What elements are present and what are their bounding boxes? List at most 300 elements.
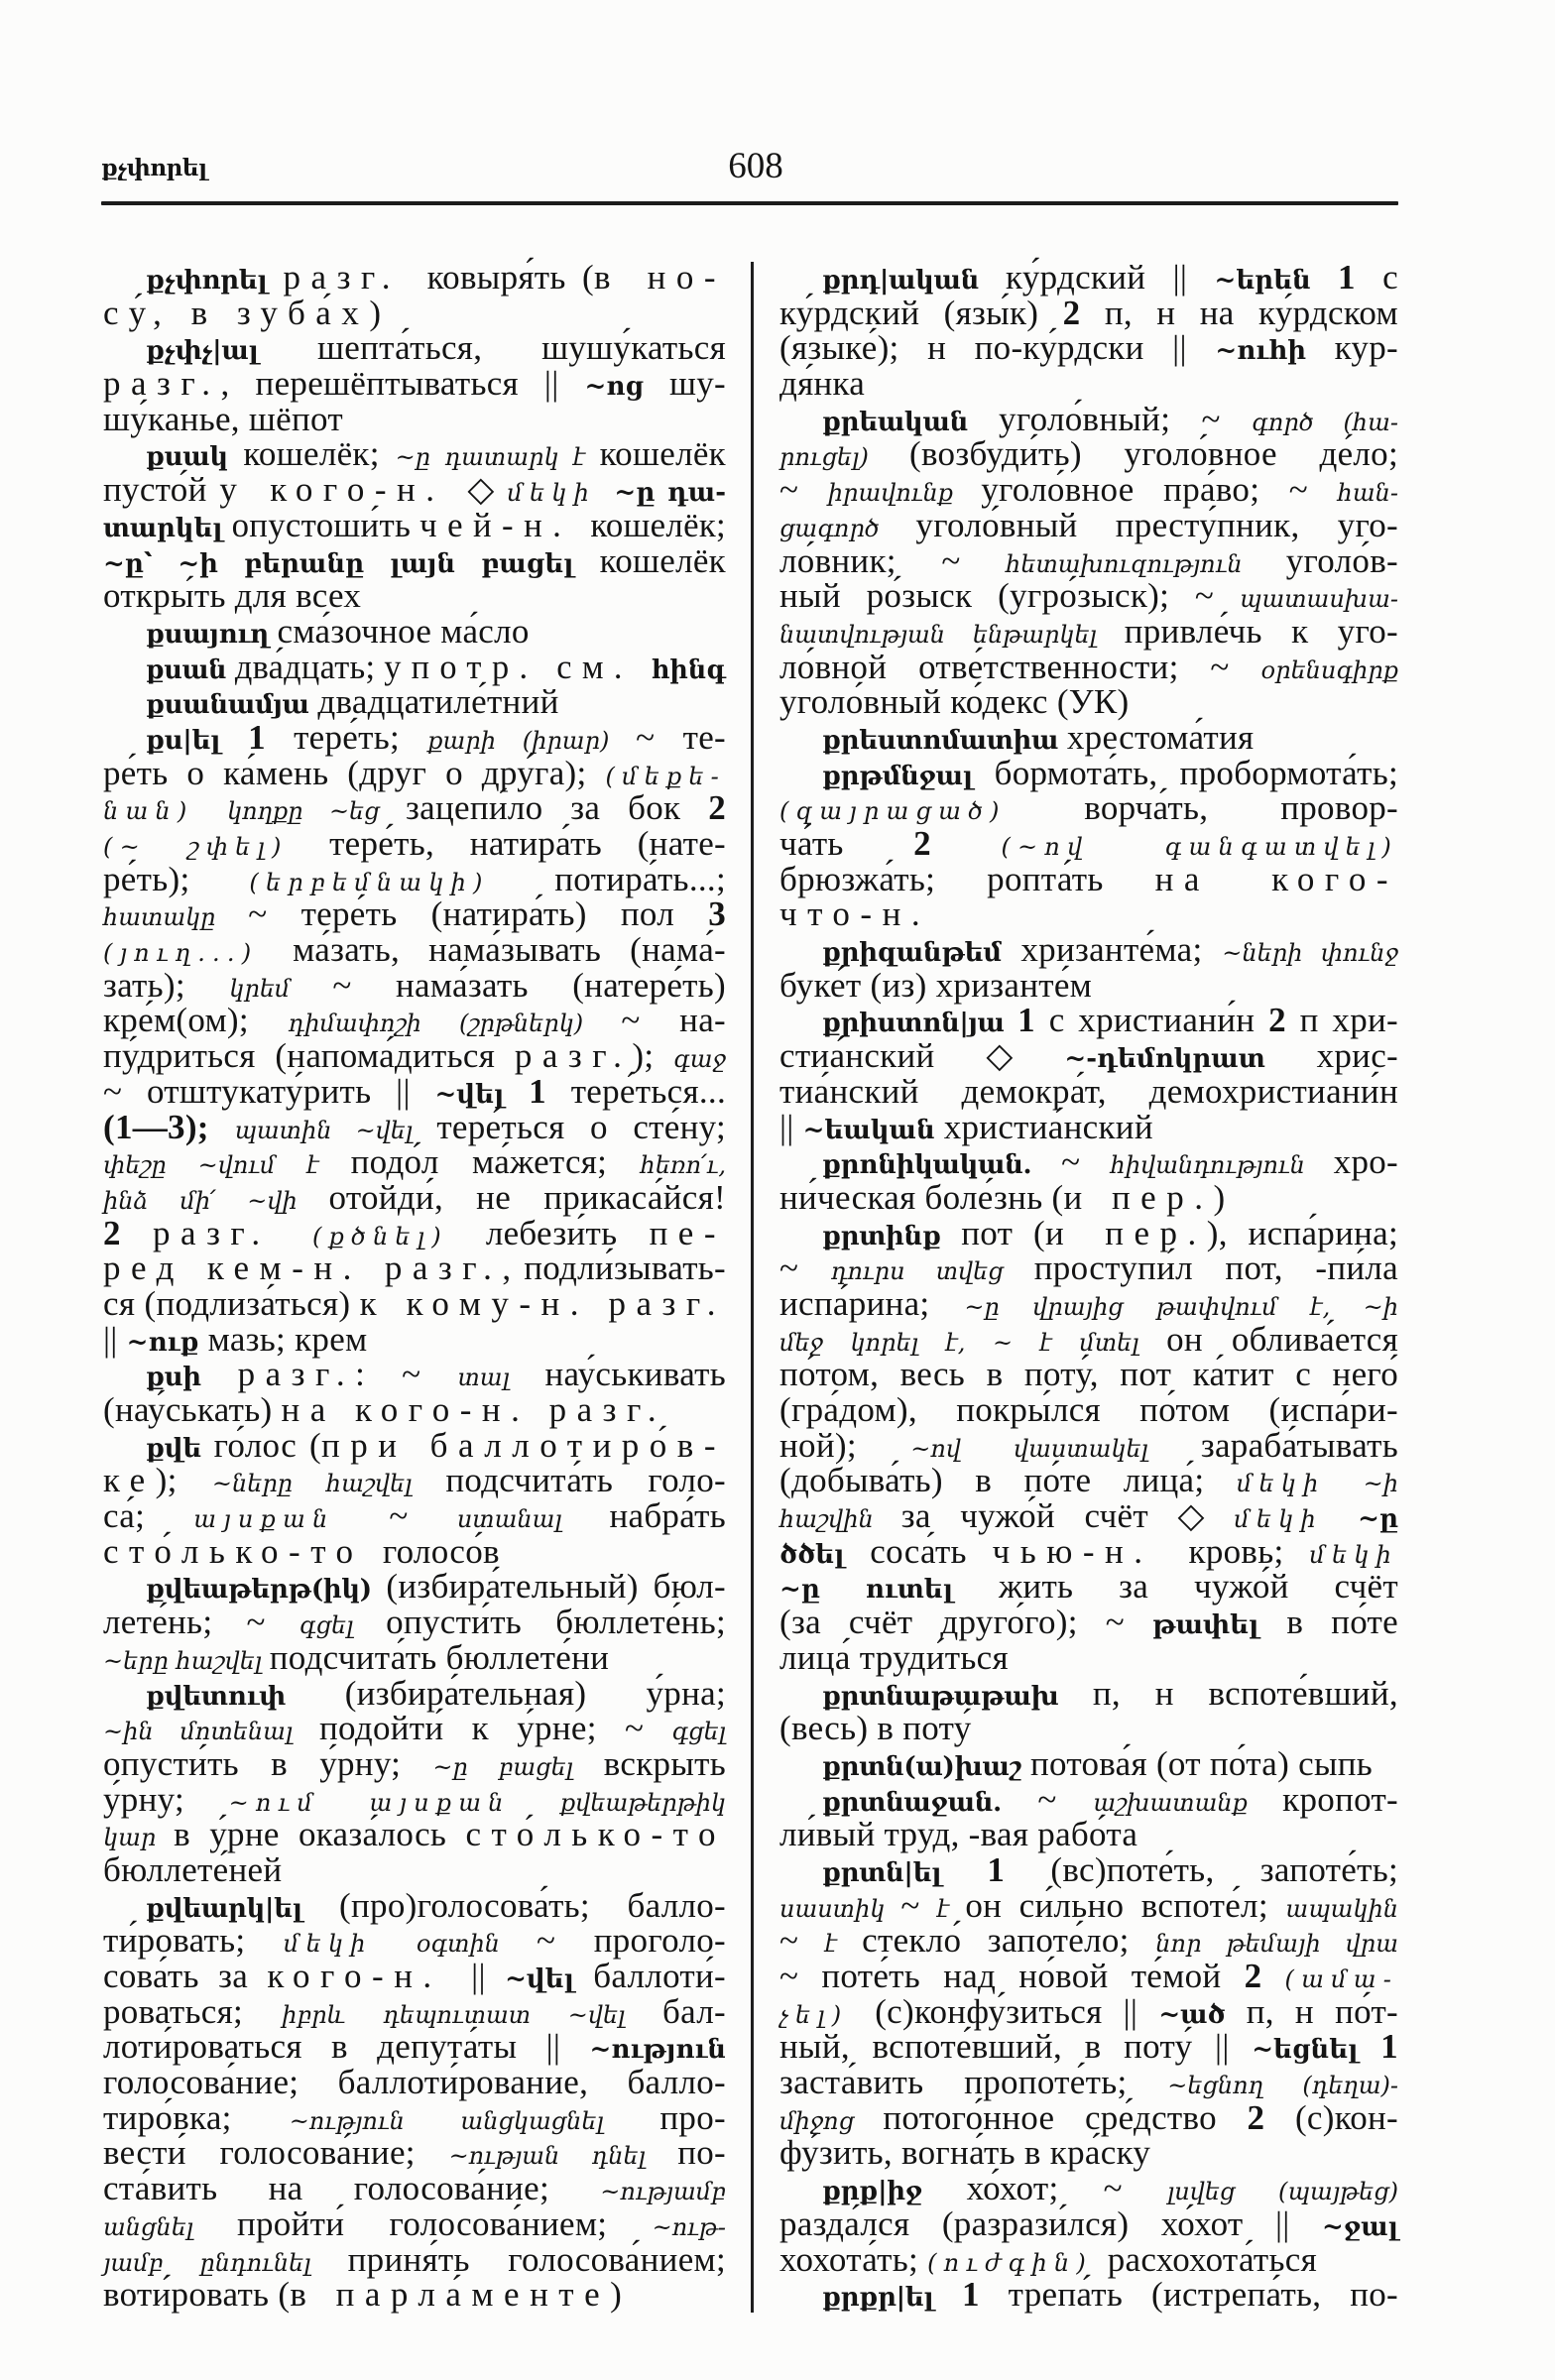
entry-line: [103, 611, 726, 651]
armenian-example: ցագործ: [779, 514, 916, 542]
derived-form: ~եցնել: [1252, 2035, 1381, 2066]
header-rule: [101, 201, 1398, 205]
translation-text: ма́зать, нама́зывать (нама́-: [293, 930, 726, 970]
entry-line: [103, 1779, 726, 1819]
translation-text: с христиани́н: [1048, 1001, 1269, 1040]
translation-text: потого́нное сре́дство: [883, 2097, 1248, 2137]
translation-text: пот (: [961, 1213, 1045, 1252]
armenian-example: աշխատանք: [1093, 1788, 1283, 1817]
armenian-example: նատվության ենթարկել: [779, 620, 1125, 649]
armenian-example: փեշը ~վում է: [103, 1151, 351, 1180]
translation-text: тиа́нский демокра́т, демохристиани́н: [779, 1071, 1398, 1111]
translation-text: тере́ться о сте́ну;: [436, 1107, 727, 1146]
armenian-example: ~ություն անցկացնել: [289, 2106, 660, 2135]
translation-text: ни́ческая боле́знь (: [779, 1177, 1064, 1217]
line-text: [779, 965, 1093, 1005]
entry-line: [103, 790, 726, 826]
armenian-example: ~երը հաշվել: [103, 1646, 270, 1675]
sense-number: 1: [987, 1849, 1051, 1889]
armenian-example: ~ները հաշվել: [211, 1470, 446, 1498]
headword: քրտնաթաթախ: [822, 1681, 1093, 1712]
translation-text: воти́ровать (: [103, 2275, 291, 2315]
translation-text: ~: [779, 470, 828, 510]
entry-line: [103, 1392, 726, 1428]
translation-text: ~: [1061, 1142, 1111, 1182]
armenian-example: ~ի: [1363, 1470, 1398, 1498]
translation-text: ~ тере́ть (натира́ть) пол: [248, 894, 709, 934]
sense-number: 1: [1017, 1001, 1049, 1040]
entry-line: [779, 1531, 1398, 1571]
translation-text: п, н вспоте́вший,: [1092, 1673, 1398, 1713]
dictionary-entry: [779, 1003, 1398, 1144]
armenian-example: դուրս տվեց: [830, 1257, 1034, 1286]
translation-text: шепта́ться, шушу́каться: [317, 328, 726, 368]
translation-text: хохота́ть;: [779, 2239, 928, 2279]
armenian-example: մեկի: [507, 479, 615, 508]
entry-line: [779, 436, 1398, 472]
translation-text: п хри-: [1299, 1001, 1398, 1040]
entry-line: [103, 472, 726, 508]
entry-line: [103, 684, 726, 720]
usage-label: на кого-: [1154, 859, 1398, 898]
translation-text: голосова́ние; баллоти́рование, балло-: [103, 2063, 726, 2102]
translation-text: по́том, весь в поту́, пот ка́тит с него́: [779, 1355, 1398, 1394]
armenian-example: ~ում այսքան: [228, 1788, 560, 1817]
armenian-example: հիվանդություն: [1110, 1151, 1334, 1180]
translation-text: ча́ть: [779, 824, 914, 863]
armenian-example: (յուղ...): [103, 939, 294, 968]
usage-label: сто́лько-то: [465, 1815, 726, 1854]
usage-label: чью-н.: [992, 1531, 1189, 1571]
derived-form: ~ուք: [126, 1327, 208, 1358]
translation-text: испа́рина;: [779, 1283, 965, 1323]
dictionary-entry: [103, 1357, 726, 1427]
translation-text: мазь; крем: [207, 1319, 368, 1359]
running-head: քչփորել: [101, 155, 207, 181]
sense-number: 2: [1268, 1001, 1300, 1040]
entry-line: [103, 1531, 726, 1571]
armenian-example: յամբ ընդունել: [103, 2248, 348, 2277]
translation-text: фу́зить, вогна́ть в кра́ску: [779, 2133, 1151, 2173]
sense-number: 2: [1247, 2097, 1295, 2137]
dictionary-entry: [779, 1673, 1398, 1748]
entry-line: [103, 717, 726, 757]
headword: քրք|իջ: [822, 2177, 967, 2207]
sense-number: 1: [1338, 258, 1383, 297]
entry-line: [779, 684, 1398, 720]
translation-text: ный ро́зыск (угро́зыск); ~: [779, 576, 1240, 616]
entry-line: [779, 1923, 1398, 1959]
armenian-example: հեռո՛ւ,: [640, 1151, 726, 1180]
translation-text: по-: [677, 2133, 726, 2173]
armenian-example: գործ (հա-: [1252, 408, 1398, 436]
translation-text: уголо́вное пра́во; ~: [981, 470, 1338, 510]
entry-line: [779, 1779, 1398, 1819]
entry-line: [779, 293, 1398, 332]
entry-line: [103, 1498, 726, 1534]
derived-form: ~ուհի: [1215, 336, 1335, 367]
entry-line: [103, 1849, 726, 1889]
translation-text: потира́ть...;: [554, 859, 726, 898]
translation-text: пу́дриться (напома́диться: [103, 1036, 515, 1076]
entry-line: [103, 2171, 726, 2206]
usage-label: разг.: [514, 1036, 633, 1076]
translation-text: уголо́вный ко́декс (УК): [779, 682, 1130, 722]
armenian-example: հաշվին: [779, 1505, 901, 1534]
armenian-example: ստանալ: [456, 1505, 610, 1534]
entry-line: [103, 578, 726, 614]
translation-text: вести́ голосова́ние;: [103, 2133, 449, 2173]
sense-number: 1: [1380, 2027, 1398, 2067]
entry-line: [779, 932, 1398, 968]
translation-text: (нау́ськать): [103, 1390, 282, 1429]
translation-text: лете́нь; ~: [103, 1603, 299, 1642]
headword: քսի: [146, 1363, 238, 1393]
armenian-example: այսքան: [193, 1505, 390, 1534]
entry-line: [103, 826, 726, 862]
translation-text: (весь) в поту́: [779, 1709, 972, 1748]
entry-line: [103, 293, 726, 332]
dictionary-entry: [103, 260, 726, 330]
line-text: [779, 896, 930, 932]
translation-text: ~: [1037, 1779, 1094, 1819]
dictionary-entry: [103, 611, 726, 651]
page-number: 608: [728, 146, 783, 186]
entry-line: [103, 2097, 726, 2137]
armenian-example: (քծնել): [312, 1222, 486, 1250]
dictionary-entry: [779, 717, 1398, 757]
dictionary-entry: [103, 1425, 727, 1571]
left-column: [103, 260, 726, 2313]
translation-text: соса́ть: [870, 1531, 993, 1571]
entry-line: [103, 2277, 726, 2313]
entry-line: [779, 896, 1398, 932]
translation-text: (избира́тельная) у́рна;: [344, 1673, 726, 1713]
entry-line: [779, 1283, 1399, 1323]
translation-text: (возбуди́ть) уголо́вное де́ло;: [909, 434, 1398, 474]
sense-number: 2: [1244, 1957, 1285, 1995]
entry-line: [779, 1743, 1398, 1783]
armenian-example: կար: [103, 1824, 175, 1852]
translation-text: сма́зочное ма́сло: [277, 611, 530, 651]
translation-text: зацепи́ло за бок: [406, 788, 709, 828]
armenian-example: մեկի: [1234, 1505, 1359, 1534]
translation-text: п, н на ку́рдском: [1104, 293, 1398, 332]
translation-text: ~ на-: [621, 1001, 726, 1040]
entry-line: [779, 611, 1398, 651]
translation-text: подойти́ к у́рне; ~: [319, 1709, 672, 1748]
entry-line: [103, 1107, 727, 1146]
dictionary-entry: [779, 399, 1398, 722]
translation-text: (с)кон-: [1294, 2097, 1399, 2137]
translation-text: опусти́ть бюллете́нь;: [386, 1603, 727, 1642]
entry-line: [779, 1673, 1398, 1713]
usage-label: ке: [103, 1461, 156, 1500]
headword: քրտինք: [822, 1221, 962, 1251]
headword: քրդ|ական: [822, 266, 1007, 296]
entry-line: [779, 1144, 1398, 1180]
derived-form: ծծել: [779, 1539, 871, 1570]
sense-number: (1—3);: [103, 1107, 235, 1146]
entry-line: [779, 2135, 1398, 2171]
translation-text: хро-: [1333, 1142, 1398, 1182]
dictionary-entry: [103, 1569, 726, 1675]
derived-form: ~վել: [434, 1079, 530, 1110]
translation-text: ку́рдский (язы́к): [779, 293, 1063, 332]
translation-text: ре́ть о ка́мень (друг о дру́га);: [103, 753, 606, 792]
armenian-example: գաջ: [673, 1045, 726, 1074]
armenian-example: լսվեց (պայթեց): [1166, 2178, 1398, 2206]
dictionary-entry: [779, 1213, 1399, 1677]
headword: քսանամյա: [146, 690, 318, 721]
armenian-example: (երբեմնակի): [249, 868, 555, 896]
armenian-example: գցել: [671, 1718, 726, 1746]
armenian-example: ~ը բացել: [432, 1752, 604, 1781]
usage-label: разг.: [153, 1213, 313, 1252]
translation-text: , подли́зывать-: [502, 1249, 727, 1288]
usage-label: у кого-н.: [219, 470, 468, 510]
translation-text: хрестома́тия: [1066, 717, 1255, 757]
translation-text: уголо́вный престу́пник, уго-: [915, 505, 1398, 544]
translation-text: уголо́в-: [1285, 540, 1398, 580]
armenian-example: կողքը ~եց: [227, 797, 406, 826]
sense-number: 2: [1062, 293, 1105, 332]
headword: քսակ: [146, 442, 244, 473]
armenian-example: իբրև դեպուտատ ~վել: [282, 2000, 663, 2029]
derived-form: ~ած: [1158, 1999, 1247, 2030]
derived-form: ~ը՝ ~ի բերանը լայն բացել: [103, 548, 600, 579]
headword: քրիզանթեմ: [822, 938, 1021, 969]
translation-text: ~: [389, 1496, 457, 1536]
translation-text: стекло́ запоте́ло;: [862, 1921, 1156, 1961]
entry-line: [103, 932, 726, 968]
translation-text: ~ поте́ть над но́вой те́мой: [779, 1957, 1245, 1995]
headword: քրտն(ա)խաշ: [822, 1751, 1030, 1782]
entry-line: [103, 1569, 726, 1605]
dictionary-entry: [779, 932, 1398, 1003]
translation-text: в у́рне оказа́лось: [174, 1815, 466, 1854]
entry-line: [103, 260, 726, 296]
armenian-example: կրեմ: [229, 974, 333, 1003]
line-text: [103, 1283, 726, 1323]
entry-line: [779, 472, 1398, 508]
translation-text: заста́вить пропоте́ть;: [779, 2063, 1168, 2102]
entry-line: [779, 2029, 1398, 2065]
translation-text: пусто́й: [103, 470, 220, 510]
headword: քվեարկ|ել: [146, 1893, 340, 1924]
translation-text: тере́ться...: [570, 1071, 726, 1111]
translation-text: ~ те-: [636, 717, 726, 757]
translation-text: ~: [779, 1249, 831, 1288]
entry-line: [779, 1991, 1399, 2031]
entry-line: [103, 1605, 726, 1640]
headword: քչփչ|ալ: [146, 336, 318, 367]
entry-line: [779, 505, 1398, 544]
entry-line: [779, 790, 1398, 826]
translation-text: лица́ труди́ться: [779, 1637, 1009, 1677]
armenian-example: գցել: [299, 1611, 387, 1640]
translation-text: у́рну;: [103, 1779, 229, 1819]
dictionary-entry: [779, 1144, 1398, 1215]
dictionary-entry: [779, 2171, 1398, 2277]
translation-text: два́дцать;: [234, 647, 385, 686]
translation-text: кошелёк: [599, 540, 726, 580]
translation-text: ): [369, 293, 382, 332]
armenian-example: ~ին մոտենալ: [103, 1718, 320, 1746]
line-text: [103, 1849, 283, 1889]
headword: քրիստոն|յա: [822, 1009, 1018, 1039]
translation-text: уголо́вный; ~: [999, 399, 1253, 438]
translation-text: кур-: [1334, 328, 1398, 368]
derived-form: ~-դեմոկրատ: [1064, 1044, 1317, 1075]
line-text: [779, 293, 1398, 332]
sense-number: 3: [708, 894, 726, 934]
entry-line: [103, 1637, 726, 1677]
entry-line: [103, 1003, 726, 1038]
translation-text: роваться;: [103, 1991, 283, 2031]
entry-line: [779, 859, 1398, 898]
armenian-example: մեկի: [1236, 1470, 1364, 1498]
dictionary-entry: [779, 753, 1398, 934]
translation-text: го́лос (: [213, 1425, 321, 1465]
line-text: [103, 1392, 666, 1428]
translation-text: кошелёк: [599, 434, 726, 474]
translation-text: ковыря́ть (: [426, 258, 594, 297]
translation-text: ~ отштукату́рить ||: [103, 1071, 435, 1111]
entry-line: [779, 260, 1398, 296]
usage-label: сто́лько-то: [103, 1531, 383, 1571]
entry-line: [779, 1177, 1398, 1217]
translation-text: ли́вый труд, -вая рабо́та: [779, 1815, 1138, 1854]
armenian-example: քվեաթերթիկ: [560, 1788, 726, 1817]
entry-line: [103, 399, 726, 438]
derived-form: ~եական: [802, 1115, 944, 1145]
entry-line: [779, 2171, 1398, 2206]
usage-label: ред кем-н. разг.: [103, 1249, 503, 1288]
usage-label: к кому-н. разг.: [359, 1283, 726, 1323]
translation-text: ~: [779, 1921, 825, 1961]
armenian-example: իրավունք: [827, 479, 982, 508]
translation-text: , перешёптываться ||: [220, 364, 585, 404]
entry-line: [103, 2239, 726, 2279]
translation-text: набра́ть: [609, 1496, 727, 1536]
translation-text: подсчита́ть голо-: [445, 1461, 727, 1500]
line-text: [103, 399, 343, 438]
translation-text: откры́ть для всех: [103, 576, 362, 616]
dictionary-entry: [779, 1779, 1398, 1854]
entry-line: [779, 1357, 1398, 1392]
line-text: [779, 1357, 1398, 1392]
translation-text: хризанте́ма;: [1020, 930, 1223, 970]
headword: քրոնիկական.: [822, 1150, 1062, 1181]
dictionary-entry: [779, 1743, 1398, 1783]
derived-form: ~ջալ: [1322, 2211, 1398, 2242]
entry-line: [103, 1177, 726, 1217]
sense-number: 1: [248, 717, 295, 757]
translation-text: са́;: [103, 1496, 194, 1536]
line-text: [779, 1392, 1398, 1428]
entry-line: [779, 1319, 1398, 1359]
translation-text: );: [155, 1461, 212, 1500]
entry-line: [103, 1673, 726, 1713]
usage-label: в парла́менте: [290, 2275, 611, 2315]
entry-line: [779, 1213, 1398, 1252]
armenian-example: ~ության դնել: [448, 2142, 678, 2171]
usage-label: при баллотиро́в-: [321, 1425, 726, 1465]
translation-text: ): [610, 2275, 623, 2315]
armenian-example: րուցել): [779, 443, 910, 472]
line-text: [103, 2277, 622, 2313]
translation-text: ти́ровать;: [103, 1921, 284, 1961]
entry-line: [779, 717, 1398, 757]
translation-text: в по́те: [1286, 1603, 1398, 1642]
entry-line: [779, 1392, 1398, 1428]
entry-line: [779, 366, 1398, 402]
usage-label: что-н.: [779, 894, 931, 934]
translation-text: ста́вить на голосова́ние;: [103, 2169, 601, 2208]
translation-text: лебези́ть: [485, 1213, 650, 1252]
entry-line: [103, 1319, 726, 1359]
headword: քվետուփ: [146, 1681, 345, 1712]
translation-text: подсчита́ть бюллете́ни: [269, 1637, 610, 1677]
entry-line: [103, 1463, 726, 1498]
line-text: [779, 859, 1398, 898]
headword: քրթմնջալ: [822, 761, 995, 791]
armenian-example: ապակին: [1285, 1894, 1398, 1923]
entry-line: [779, 1711, 1398, 1746]
usage-label: разг.: [237, 1355, 356, 1394]
entry-line: [779, 2097, 1399, 2137]
derived-form: ~ություն: [589, 2035, 726, 2066]
translation-text: кошелёк;: [590, 505, 726, 544]
translation-text: ||: [779, 1107, 803, 1146]
entry-line: [103, 2135, 726, 2171]
translation-text: привле́чь к уго-: [1124, 611, 1398, 651]
translation-text: бал-: [662, 1991, 726, 2031]
armenian-example: պատին ~վել: [234, 1116, 437, 1144]
headword: քսայուղ: [146, 619, 278, 650]
translation-text: он облива́ется: [1166, 1319, 1398, 1359]
entry-line: [779, 1637, 1398, 1677]
headword: քրտն|ել: [822, 1857, 988, 1888]
usage-label: употр. см.: [384, 647, 652, 686]
armenian-example: անցնել: [103, 2212, 237, 2241]
translation-text: потова́я (от по́та) сыпь: [1030, 1743, 1374, 1783]
translation-text: опустоши́ть: [231, 505, 420, 544]
usage-label: на кого-н. разг.: [281, 1390, 667, 1429]
translation-text: ||: [103, 1319, 127, 1359]
entry-line: [779, 1250, 1398, 1286]
translation-text: бормота́ть, пробормота́ть;: [994, 753, 1398, 792]
entry-line: [779, 1038, 1398, 1074]
armenian-example: օրենսգիրք: [1260, 655, 1398, 684]
translation-text: кровь;: [1188, 1531, 1310, 1571]
armenian-example: ~եցնող (դեղա)-: [1167, 2072, 1398, 2100]
armenian-example: ~ը դատարկ է: [395, 443, 600, 472]
derived-form: ~ը: [1358, 1504, 1398, 1535]
derived-form: թափել: [1151, 1610, 1287, 1641]
usage-label: разг.: [283, 258, 427, 297]
entry-line: [779, 1463, 1398, 1498]
translation-text: кропот-: [1282, 1779, 1398, 1819]
line-text: [103, 1531, 500, 1571]
armenian-example: մեջ կորել է, ~ է մտել: [779, 1328, 1167, 1357]
translation-text: ре́ть);: [103, 859, 250, 898]
translation-text: хрис-: [1316, 1036, 1398, 1076]
armenian-example: է: [824, 1930, 863, 1959]
entry-line: [779, 540, 1398, 580]
entry-line: [103, 647, 726, 686]
